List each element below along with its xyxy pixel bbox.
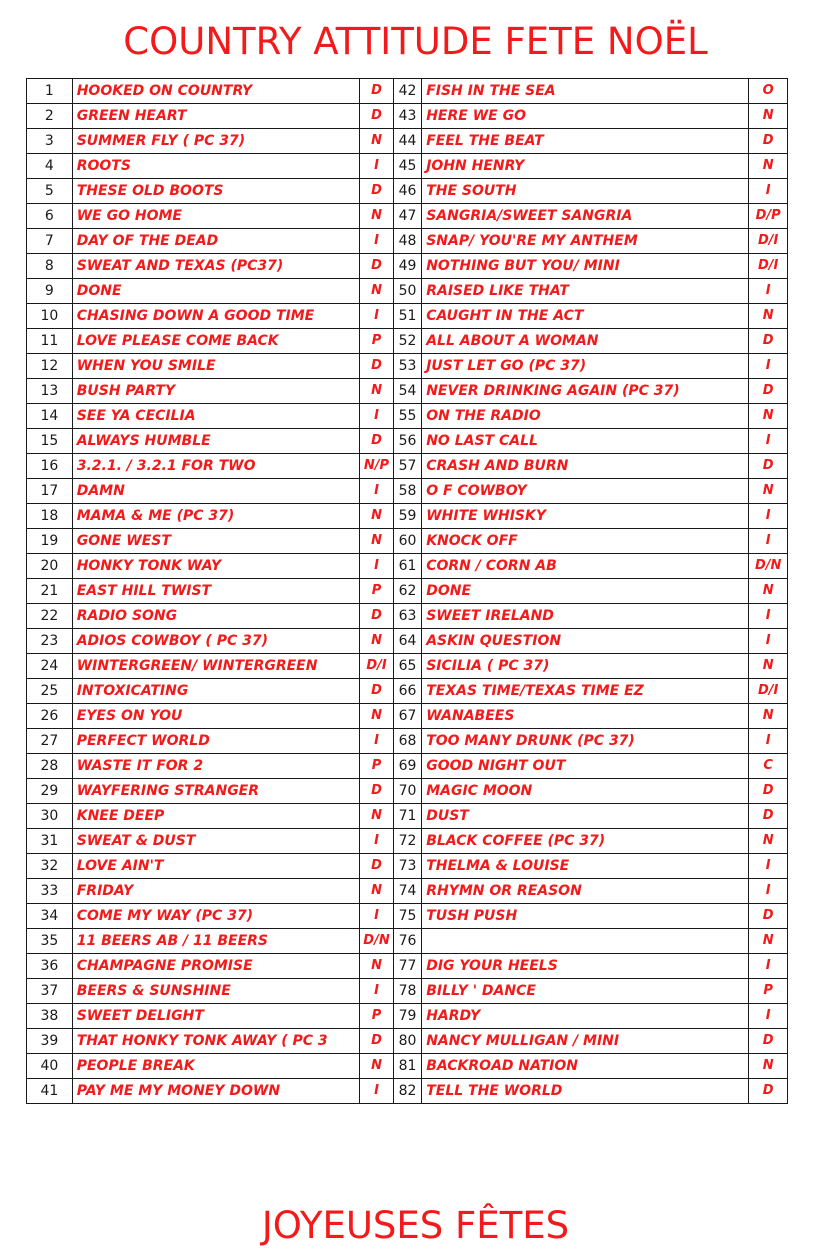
song-title: CHAMPAGNE PROMISE bbox=[72, 954, 360, 979]
song-title: INTOXICATING bbox=[72, 679, 360, 704]
song-level: N bbox=[749, 829, 788, 854]
song-title: FEEL THE BEAT bbox=[422, 129, 749, 154]
song-level: D bbox=[749, 1029, 788, 1054]
song-number: 32 bbox=[27, 854, 73, 879]
table-row bbox=[27, 154, 788, 179]
table-row bbox=[27, 179, 788, 204]
song-number: 42 bbox=[393, 79, 421, 104]
table-row bbox=[27, 754, 788, 779]
song-title: ROOTS bbox=[72, 154, 360, 179]
song-level: N bbox=[360, 529, 394, 554]
song-number: 26 bbox=[27, 704, 73, 729]
song-number: 40 bbox=[27, 1054, 73, 1079]
song-title: TUSH PUSH bbox=[422, 904, 749, 929]
table-row bbox=[27, 679, 788, 704]
song-title: ADIOS COWBOY ( PC 37) bbox=[72, 629, 360, 654]
song-level: P bbox=[749, 979, 788, 1004]
song-number: 10 bbox=[27, 304, 73, 329]
song-title: JOHN HENRY bbox=[422, 154, 749, 179]
song-level: N bbox=[360, 1054, 394, 1079]
song-number: 1 bbox=[27, 79, 73, 104]
song-title: RHYMN OR REASON bbox=[422, 879, 749, 904]
song-level: D bbox=[360, 79, 394, 104]
song-level: I bbox=[360, 479, 394, 504]
table-row bbox=[27, 304, 788, 329]
song-level: N bbox=[749, 479, 788, 504]
song-title: 3.2.1. / 3.2.1 FOR TWO bbox=[72, 454, 360, 479]
song-level: I bbox=[360, 1079, 394, 1104]
table-row bbox=[27, 954, 788, 979]
song-title: RADIO SONG bbox=[72, 604, 360, 629]
table-row bbox=[27, 604, 788, 629]
song-title: THELMA & LOUISE bbox=[422, 854, 749, 879]
table-row bbox=[27, 379, 788, 404]
table-row bbox=[27, 504, 788, 529]
song-level: D bbox=[749, 904, 788, 929]
song-title: WINTERGREEN/ WINTERGREEN bbox=[72, 654, 360, 679]
table-row bbox=[27, 204, 788, 229]
song-title: MAMA & ME (PC 37) bbox=[72, 504, 360, 529]
song-level: D bbox=[360, 429, 394, 454]
song-list-table bbox=[26, 78, 788, 1104]
table-row bbox=[27, 554, 788, 579]
song-level: I bbox=[360, 729, 394, 754]
table-row bbox=[27, 729, 788, 754]
song-number: 60 bbox=[393, 529, 421, 554]
song-level: N bbox=[360, 504, 394, 529]
song-title: ALL ABOUT A WOMAN bbox=[422, 329, 749, 354]
song-number: 23 bbox=[27, 629, 73, 654]
table-row bbox=[27, 1079, 788, 1104]
song-number: 70 bbox=[393, 779, 421, 804]
song-level: P bbox=[360, 329, 394, 354]
table-row bbox=[27, 129, 788, 154]
table-row bbox=[27, 329, 788, 354]
song-title: WASTE IT FOR 2 bbox=[72, 754, 360, 779]
table-row bbox=[27, 979, 788, 1004]
song-title: CRASH AND BURN bbox=[422, 454, 749, 479]
song-number: 47 bbox=[393, 204, 421, 229]
song-title: NEVER DRINKING AGAIN (PC 37) bbox=[422, 379, 749, 404]
song-title bbox=[422, 929, 749, 954]
song-level: D bbox=[749, 379, 788, 404]
song-number: 55 bbox=[393, 404, 421, 429]
song-number: 65 bbox=[393, 654, 421, 679]
song-number: 50 bbox=[393, 279, 421, 304]
song-title: CORN / CORN AB bbox=[422, 554, 749, 579]
song-level: I bbox=[749, 179, 788, 204]
song-title: PEOPLE BREAK bbox=[72, 1054, 360, 1079]
song-number: 21 bbox=[27, 579, 73, 604]
song-title: CAUGHT IN THE ACT bbox=[422, 304, 749, 329]
song-level: D bbox=[360, 779, 394, 804]
song-title: SICILIA ( PC 37) bbox=[422, 654, 749, 679]
song-level: D bbox=[749, 329, 788, 354]
song-title: GREEN HEART bbox=[72, 104, 360, 129]
table-row bbox=[27, 1004, 788, 1029]
song-number: 4 bbox=[27, 154, 73, 179]
song-title: BEERS & SUNSHINE bbox=[72, 979, 360, 1004]
song-number: 33 bbox=[27, 879, 73, 904]
song-number: 41 bbox=[27, 1079, 73, 1104]
song-number: 27 bbox=[27, 729, 73, 754]
song-number: 25 bbox=[27, 679, 73, 704]
song-title: O F COWBOY bbox=[422, 479, 749, 504]
song-number: 66 bbox=[393, 679, 421, 704]
page-title: COUNTRY ATTITUDE FETE NOËL bbox=[123, 20, 708, 63]
song-level: D/I bbox=[749, 679, 788, 704]
table-row bbox=[27, 354, 788, 379]
table-row bbox=[27, 454, 788, 479]
song-title: WE GO HOME bbox=[72, 204, 360, 229]
song-level: D bbox=[749, 804, 788, 829]
song-number: 75 bbox=[393, 904, 421, 929]
song-level: I bbox=[749, 604, 788, 629]
song-title: ASKIN QUESTION bbox=[422, 629, 749, 654]
table-row bbox=[27, 1029, 788, 1054]
song-number: 80 bbox=[393, 1029, 421, 1054]
song-title: PAY ME MY MONEY DOWN bbox=[72, 1079, 360, 1104]
table-row bbox=[27, 79, 788, 104]
song-level: D/N bbox=[749, 554, 788, 579]
song-level: N/P bbox=[360, 454, 394, 479]
song-number: 36 bbox=[27, 954, 73, 979]
song-number: 30 bbox=[27, 804, 73, 829]
table-row bbox=[27, 229, 788, 254]
song-level: I bbox=[360, 404, 394, 429]
song-title: SWEET DELIGHT bbox=[72, 1004, 360, 1029]
song-number: 11 bbox=[27, 329, 73, 354]
song-number: 56 bbox=[393, 429, 421, 454]
song-number: 14 bbox=[27, 404, 73, 429]
song-title: HARDY bbox=[422, 1004, 749, 1029]
song-level: I bbox=[360, 979, 394, 1004]
table-row bbox=[27, 479, 788, 504]
song-number: 19 bbox=[27, 529, 73, 554]
song-level: D bbox=[360, 1029, 394, 1054]
song-level: N bbox=[749, 929, 788, 954]
table-row bbox=[27, 854, 788, 879]
song-title: RAISED LIKE THAT bbox=[422, 279, 749, 304]
song-level: D/N bbox=[360, 929, 394, 954]
table-row bbox=[27, 579, 788, 604]
song-level: I bbox=[749, 629, 788, 654]
song-level: D bbox=[749, 779, 788, 804]
song-number: 46 bbox=[393, 179, 421, 204]
song-title: WAYFERING STRANGER bbox=[72, 779, 360, 804]
song-level: P bbox=[360, 754, 394, 779]
table-row bbox=[27, 254, 788, 279]
song-number: 58 bbox=[393, 479, 421, 504]
song-title: NO LAST CALL bbox=[422, 429, 749, 454]
song-level: N bbox=[360, 704, 394, 729]
song-level: N bbox=[360, 204, 394, 229]
song-number: 52 bbox=[393, 329, 421, 354]
table-row bbox=[27, 429, 788, 454]
song-title: LOVE AIN'T bbox=[72, 854, 360, 879]
table-row bbox=[27, 779, 788, 804]
song-level: N bbox=[360, 129, 394, 154]
song-number: 81 bbox=[393, 1054, 421, 1079]
song-level: D/I bbox=[749, 254, 788, 279]
song-level: N bbox=[749, 1054, 788, 1079]
song-number: 37 bbox=[27, 979, 73, 1004]
song-level: I bbox=[360, 154, 394, 179]
song-title: NANCY MULLIGAN / MINI bbox=[422, 1029, 749, 1054]
song-title: SNAP/ YOU'RE MY ANTHEM bbox=[422, 229, 749, 254]
song-title: NOTHING BUT YOU/ MINI bbox=[422, 254, 749, 279]
song-title: SWEAT & DUST bbox=[72, 829, 360, 854]
song-level: N bbox=[749, 704, 788, 729]
song-level: C bbox=[749, 754, 788, 779]
song-level: D bbox=[360, 354, 394, 379]
song-level: D bbox=[360, 679, 394, 704]
table-row bbox=[27, 654, 788, 679]
song-level: D bbox=[360, 179, 394, 204]
song-number: 13 bbox=[27, 379, 73, 404]
song-title: SEE YA CECILIA bbox=[72, 404, 360, 429]
table-row bbox=[27, 929, 788, 954]
song-number: 49 bbox=[393, 254, 421, 279]
song-title: BACKROAD NATION bbox=[422, 1054, 749, 1079]
song-number: 39 bbox=[27, 1029, 73, 1054]
song-number: 5 bbox=[27, 179, 73, 204]
song-number: 8 bbox=[27, 254, 73, 279]
song-number: 38 bbox=[27, 1004, 73, 1029]
table-row bbox=[27, 404, 788, 429]
song-title: BLACK COFFEE (PC 37) bbox=[422, 829, 749, 854]
song-level: I bbox=[749, 954, 788, 979]
song-level: I bbox=[749, 529, 788, 554]
song-level: N bbox=[749, 104, 788, 129]
song-number: 44 bbox=[393, 129, 421, 154]
song-number: 3 bbox=[27, 129, 73, 154]
song-title: EAST HILL TWIST bbox=[72, 579, 360, 604]
song-number: 63 bbox=[393, 604, 421, 629]
footer-greeting: JOYEUSES FÊTES bbox=[261, 1204, 570, 1247]
song-level: D/I bbox=[360, 654, 394, 679]
song-number: 20 bbox=[27, 554, 73, 579]
song-title: COME MY WAY (PC 37) bbox=[72, 904, 360, 929]
song-number: 62 bbox=[393, 579, 421, 604]
song-level: D bbox=[360, 254, 394, 279]
song-level: N bbox=[360, 279, 394, 304]
song-level: I bbox=[360, 229, 394, 254]
song-number: 15 bbox=[27, 429, 73, 454]
table-row bbox=[27, 279, 788, 304]
song-level: O bbox=[749, 79, 788, 104]
song-title: WHITE WHISKY bbox=[422, 504, 749, 529]
song-number: 77 bbox=[393, 954, 421, 979]
song-number: 43 bbox=[393, 104, 421, 129]
song-list-body bbox=[27, 79, 788, 1104]
song-title: ALWAYS HUMBLE bbox=[72, 429, 360, 454]
song-level: I bbox=[749, 504, 788, 529]
song-number: 35 bbox=[27, 929, 73, 954]
song-title: SWEAT AND TEXAS (PC37) bbox=[72, 254, 360, 279]
song-number: 64 bbox=[393, 629, 421, 654]
table-row bbox=[27, 1054, 788, 1079]
song-title: TELL THE WORLD bbox=[422, 1079, 749, 1104]
song-title: SANGRIA/SWEET SANGRIA bbox=[422, 204, 749, 229]
song-level: I bbox=[749, 429, 788, 454]
song-number: 45 bbox=[393, 154, 421, 179]
song-level: N bbox=[360, 629, 394, 654]
song-number: 76 bbox=[393, 929, 421, 954]
song-title: CHASING DOWN A GOOD TIME bbox=[72, 304, 360, 329]
song-level: I bbox=[360, 829, 394, 854]
song-level: I bbox=[360, 904, 394, 929]
song-title: TOO MANY DRUNK (PC 37) bbox=[422, 729, 749, 754]
song-number: 12 bbox=[27, 354, 73, 379]
song-title: FRIDAY bbox=[72, 879, 360, 904]
table-row bbox=[27, 104, 788, 129]
table-row bbox=[27, 879, 788, 904]
song-number: 17 bbox=[27, 479, 73, 504]
song-number: 79 bbox=[393, 1004, 421, 1029]
table-row bbox=[27, 904, 788, 929]
song-number: 68 bbox=[393, 729, 421, 754]
song-number: 59 bbox=[393, 504, 421, 529]
song-level: D/I bbox=[749, 229, 788, 254]
song-title: FISH IN THE SEA bbox=[422, 79, 749, 104]
song-number: 29 bbox=[27, 779, 73, 804]
song-level: N bbox=[749, 579, 788, 604]
song-number: 61 bbox=[393, 554, 421, 579]
song-title: LOVE PLEASE COME BACK bbox=[72, 329, 360, 354]
song-level: I bbox=[749, 354, 788, 379]
song-title: DUST bbox=[422, 804, 749, 829]
song-number: 53 bbox=[393, 354, 421, 379]
song-number: 78 bbox=[393, 979, 421, 1004]
table-row bbox=[27, 804, 788, 829]
song-title: PERFECT WORLD bbox=[72, 729, 360, 754]
song-title: EYES ON YOU bbox=[72, 704, 360, 729]
song-level: D bbox=[749, 1079, 788, 1104]
song-title: THE SOUTH bbox=[422, 179, 749, 204]
song-level: N bbox=[749, 654, 788, 679]
song-number: 71 bbox=[393, 804, 421, 829]
song-level: I bbox=[749, 879, 788, 904]
song-title: BUSH PARTY bbox=[72, 379, 360, 404]
song-title: WHEN YOU SMILE bbox=[72, 354, 360, 379]
song-number: 28 bbox=[27, 754, 73, 779]
song-level: D bbox=[749, 454, 788, 479]
song-number: 7 bbox=[27, 229, 73, 254]
song-title: DAY OF THE DEAD bbox=[72, 229, 360, 254]
song-number: 24 bbox=[27, 654, 73, 679]
song-title: THAT HONKY TONK AWAY ( PC 3 bbox=[72, 1029, 360, 1054]
song-title: MAGIC MOON bbox=[422, 779, 749, 804]
table-row bbox=[27, 629, 788, 654]
song-title: DONE bbox=[422, 579, 749, 604]
song-level: P bbox=[360, 1004, 394, 1029]
song-title: DIG YOUR HEELS bbox=[422, 954, 749, 979]
song-number: 82 bbox=[393, 1079, 421, 1104]
song-level: P bbox=[360, 579, 394, 604]
song-number: 9 bbox=[27, 279, 73, 304]
song-number: 6 bbox=[27, 204, 73, 229]
song-title: GOOD NIGHT OUT bbox=[422, 754, 749, 779]
song-number: 74 bbox=[393, 879, 421, 904]
song-level: N bbox=[749, 304, 788, 329]
song-number: 72 bbox=[393, 829, 421, 854]
song-title: HERE WE GO bbox=[422, 104, 749, 129]
song-level: I bbox=[749, 1004, 788, 1029]
song-level: N bbox=[749, 404, 788, 429]
song-title: DONE bbox=[72, 279, 360, 304]
song-level: N bbox=[360, 379, 394, 404]
song-title: WANABEES bbox=[422, 704, 749, 729]
song-level: N bbox=[360, 804, 394, 829]
song-level: D bbox=[360, 854, 394, 879]
song-number: 16 bbox=[27, 454, 73, 479]
song-number: 73 bbox=[393, 854, 421, 879]
song-level: I bbox=[360, 554, 394, 579]
song-title: BILLY ' DANCE bbox=[422, 979, 749, 1004]
song-title: ON THE RADIO bbox=[422, 404, 749, 429]
song-level: I bbox=[749, 279, 788, 304]
table-row bbox=[27, 704, 788, 729]
song-number: 34 bbox=[27, 904, 73, 929]
song-title: HONKY TONK WAY bbox=[72, 554, 360, 579]
table-row bbox=[27, 529, 788, 554]
song-title: GONE WEST bbox=[72, 529, 360, 554]
song-number: 54 bbox=[393, 379, 421, 404]
song-number: 22 bbox=[27, 604, 73, 629]
song-title: SUMMER FLY ( PC 37) bbox=[72, 129, 360, 154]
song-level: I bbox=[749, 854, 788, 879]
song-level: D/P bbox=[749, 204, 788, 229]
song-level: N bbox=[360, 879, 394, 904]
song-title: THESE OLD BOOTS bbox=[72, 179, 360, 204]
song-number: 51 bbox=[393, 304, 421, 329]
song-number: 57 bbox=[393, 454, 421, 479]
song-level: N bbox=[749, 154, 788, 179]
song-title: KNOCK OFF bbox=[422, 529, 749, 554]
song-title: TEXAS TIME/TEXAS TIME EZ bbox=[422, 679, 749, 704]
table-row bbox=[27, 829, 788, 854]
song-level: D bbox=[360, 104, 394, 129]
song-title: SWEET IRELAND bbox=[422, 604, 749, 629]
song-level: D bbox=[360, 604, 394, 629]
song-title: HOOKED ON COUNTRY bbox=[72, 79, 360, 104]
song-title: 11 BEERS AB / 11 BEERS bbox=[72, 929, 360, 954]
song-number: 48 bbox=[393, 229, 421, 254]
song-level: I bbox=[749, 729, 788, 754]
song-title: DAMN bbox=[72, 479, 360, 504]
song-number: 2 bbox=[27, 104, 73, 129]
song-number: 67 bbox=[393, 704, 421, 729]
song-number: 18 bbox=[27, 504, 73, 529]
song-level: D bbox=[749, 129, 788, 154]
song-number: 69 bbox=[393, 754, 421, 779]
song-title: JUST LET GO (PC 37) bbox=[422, 354, 749, 379]
song-number: 31 bbox=[27, 829, 73, 854]
song-title: KNEE DEEP bbox=[72, 804, 360, 829]
song-level: I bbox=[360, 304, 394, 329]
song-level: N bbox=[360, 954, 394, 979]
